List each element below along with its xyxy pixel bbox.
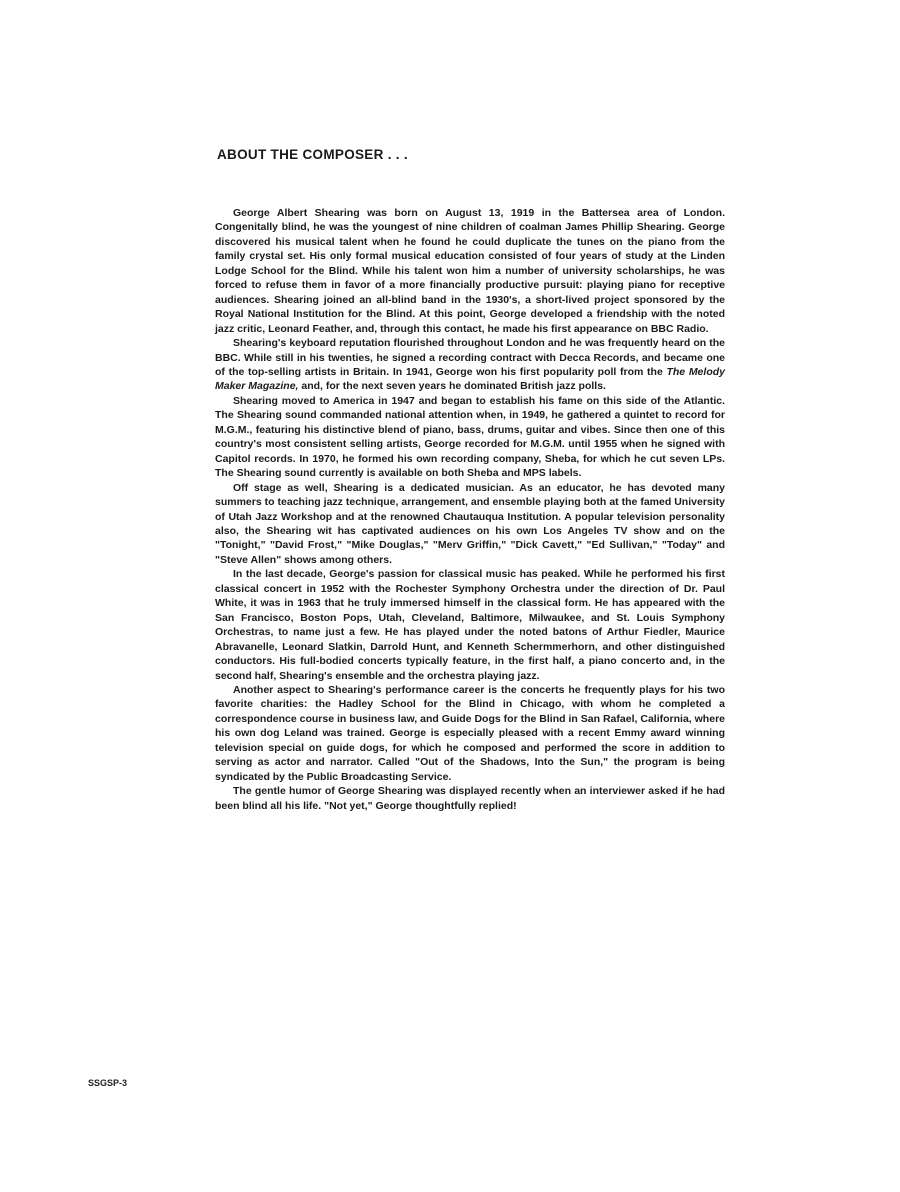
paragraph-classical: In the last decade, George's passion for classical music has peaked. While he performed his first classical concert in 1952 with the Rochester Symphony Orchestra under the direction of Dr. Paul White, it was in 1963 that he truly immersed himself in the classical form. He has appeared with the San Francisco, Boston Pops, Utah, Cleveland, Baltimore, Milwaukee, and St. Louis Symphony Orchestras, to name just a few. He has played under the noted batons of Arthur Fiedler, Maurice Abravanelle, Leonard Slatkin, Darrold Hunt, and Kenneth Schermmerhorn, and other distinguished conductors. His full-bodied concerts typically feature, in the first half, a piano concerto and, in the second half, Shearing's ensemble and the orchestra playing jazz. — [215, 568, 725, 682]
paragraph-reputation — [215, 336, 725, 394]
paragraph-early-life: George Albert Shearing was born on August 13, 1919 in the Battersea area of London. Congenitally blind, he was the youngest of nine children of coalman James Phillip Shearing. George discovered his musical talent when he found he could duplicate the tunes on the piano from the family crystal set. His only formal musical education consisted of four years of study at the Linden Lodge School for the Blind. While his talent won him a number of university scholarships, he was forced to refuse them in favor of a more financially productive pursuit: playing piano for receptive audiences. Shearing joined an all-blind band in the 1930's, a short-lived project sponsored by the Royal National Institution for the Blind. At this point, George developed a friendship with the noted jazz critic, Leonard Feather, and, through this contact, he made his first appearance on BBC Radio. — [215, 207, 725, 335]
paragraph-reputation-text-end: and, for the next seven years he dominated British jazz polls. — [298, 380, 606, 393]
article-body — [215, 206, 725, 813]
page-code: SSGSP-3 — [88, 1078, 128, 1088]
page-title: ABOUT THE COMPOSER . . . — [217, 147, 408, 162]
paragraph-educator: Off stage as well, Shearing is a dedicated musician. As an educator, he has devoted many summers to teaching jazz technique, arrangement, and ensemble playing both at the famed University of Utah Jazz Workshop and at the renowned Chautauqua Institution. A popular television personality also, the Shearing wit has captivated audiences on his own Los Angeles TV show and on the "Tonight," "David Frost," "Mike Douglas," "Merv Griffin," "Dick Cavett," "Ed Sullivan," "Today" and "Steve Allen" shows among others. — [215, 481, 725, 566]
paragraph-charities: Another aspect to Shearing's performance career is the concerts he frequently plays for his two favorite charities: the Hadley School for the Blind in Chicago, with whom he completed a correspondence course in business law, and Guide Dogs for the Blind in San Rafael, California, where his own dog Leland was trained. George is especially pleased with a recent Emmy award winning television special on guide dogs, for which he composed and performed the score in addition to serving as actor and narrator. Called "Out of the Shadows, Into the Sun," the program is being syndicated by the Public Broadcasting Service. — [215, 683, 725, 783]
paragraph-america: Shearing moved to America in 1947 and began to establish his fame on this side of the Atlantic. The Shearing sound commanded national attention when, in 1949, he gathered a quintet to record for M.G.M., featuring his distinctive blend of piano, bass, drums, guitar and vibes. Since then one of this country's most consistent selling artists, George recorded for M.G.M. until 1955 when he signed with Capitol records. In 1970, he formed his own recording company, Sheba, for which he cut seven LPs. The Shearing sound currently is available on both Sheba and MPS labels. — [215, 394, 725, 480]
paragraph-humor: The gentle humor of George Shearing was displayed recently when an interviewer asked if he had been blind all his life. "Not yet," George thoughtfully replied! — [215, 785, 725, 812]
paragraph-reputation-text: Shearing's keyboard reputation flourished throughout London and he was frequently heard on the BBC. While still in his twenties, he signed a recording contract with Decca Records, and became one of the top-selling artists in Britain. In 1941, George won his first popularity poll from the — [215, 337, 725, 378]
magazine-title: The Melody Maker Magazine, — [215, 365, 725, 393]
